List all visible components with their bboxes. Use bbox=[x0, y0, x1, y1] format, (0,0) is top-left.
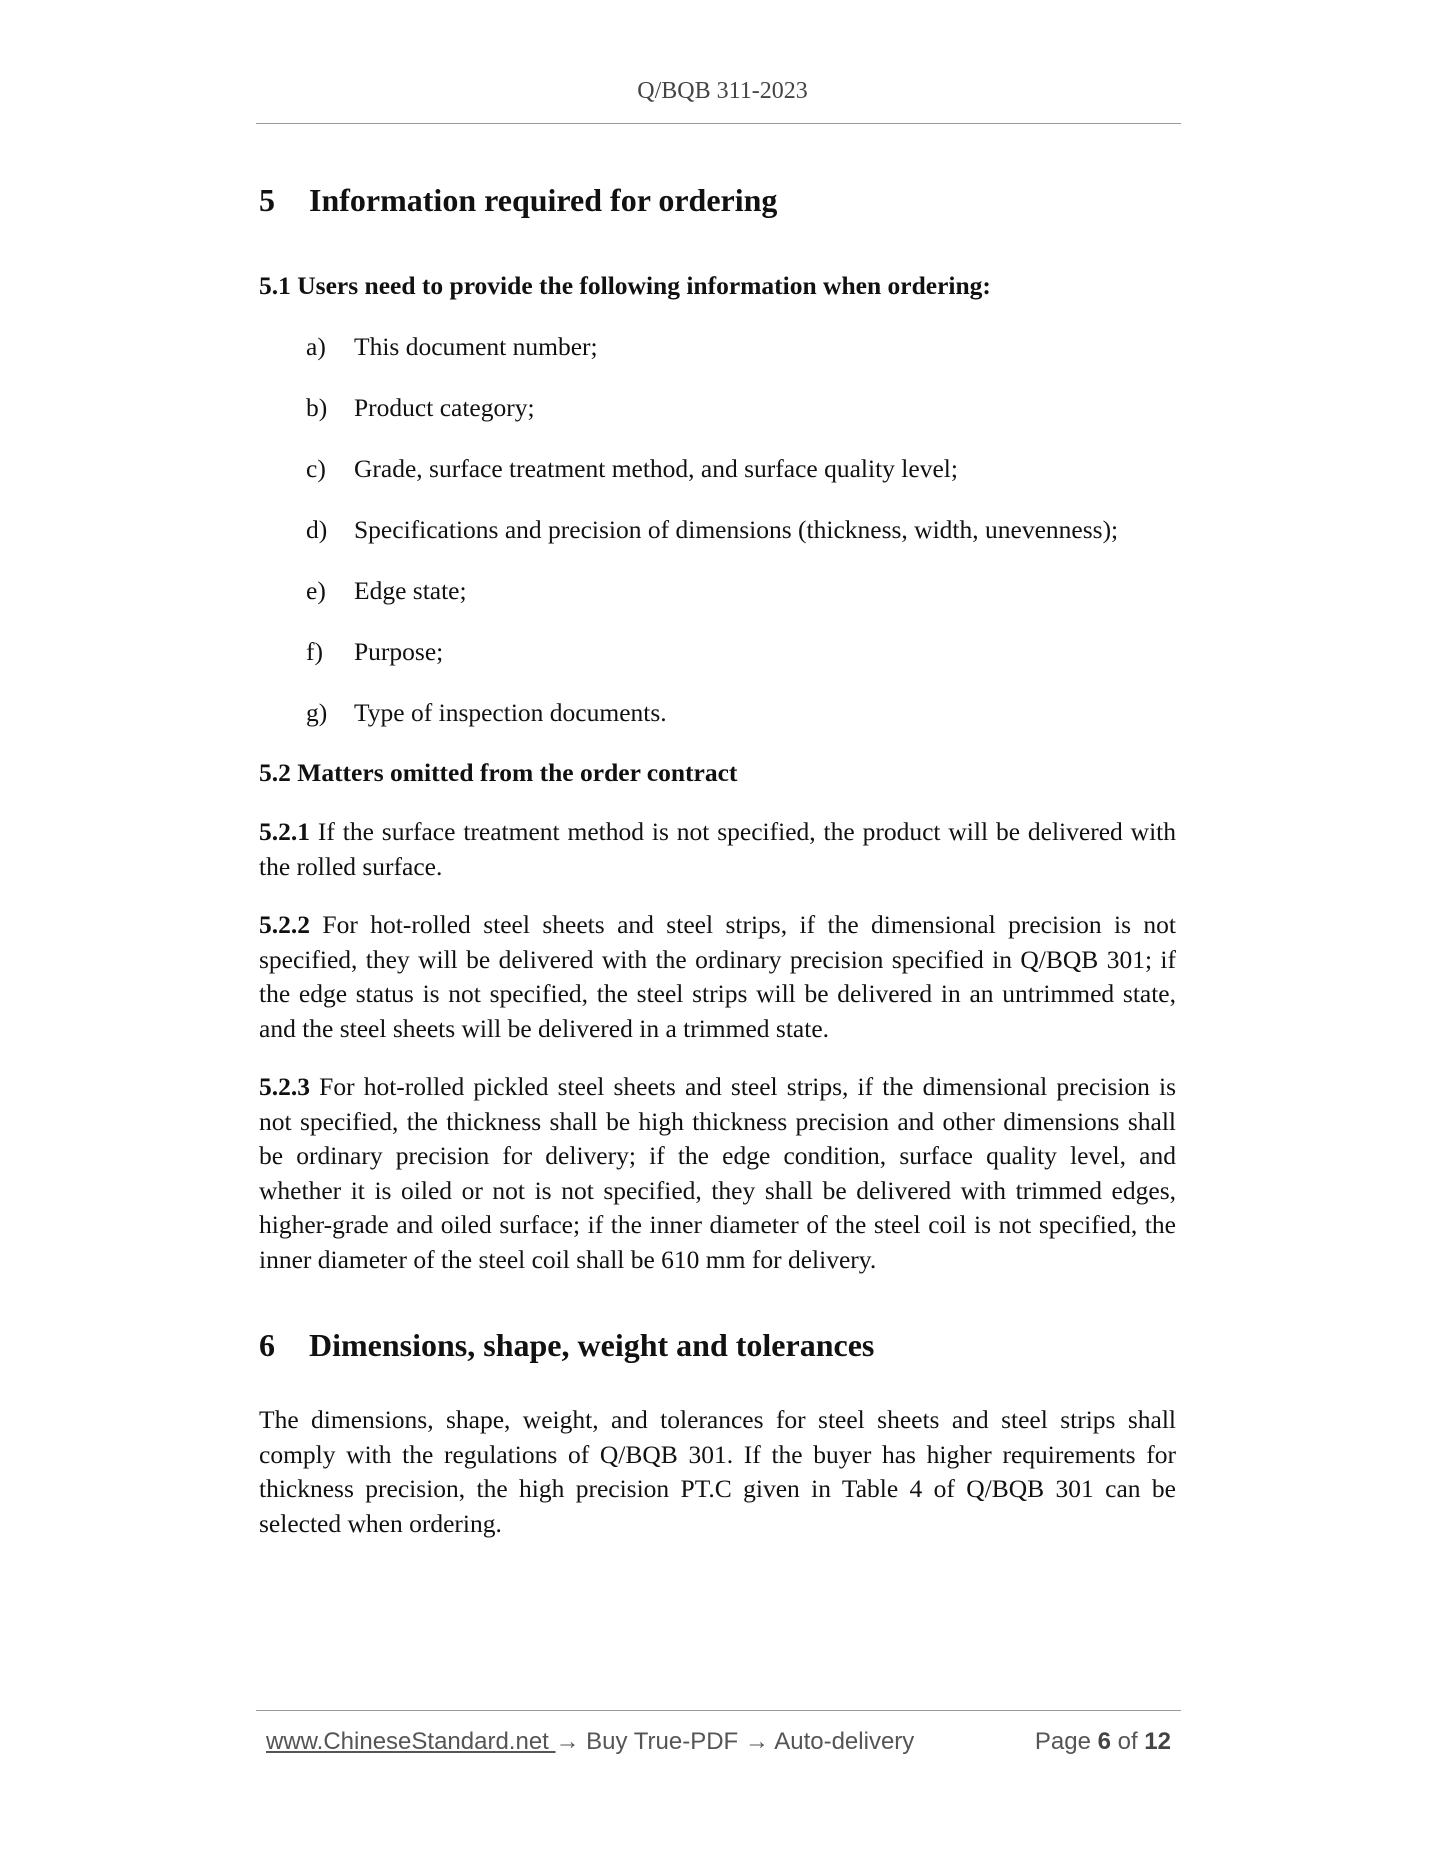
website-link[interactable]: www.ChineseStandard.net bbox=[266, 1728, 556, 1755]
clause-number: 5.2.2 bbox=[259, 910, 310, 939]
page-number: 6 bbox=[1097, 1728, 1111, 1755]
clause-text: For hot-rolled pickled steel sheets and steel strips, if the dimensional precision is not specified, the thickness shall be high thickness precision and other dimensions shall be ordinary precision for delivery; if the edge condition, surface quality level, and whether it is oiled or not is not specified, they shall be delivered with trimmed edges, higher-grade and oiled surface; if the inner diameter of the steel coil is not specified, the inner diameter of the steel coil shall be 610 mm for delivery. bbox=[259, 1072, 1176, 1274]
clause-5-2-1 bbox=[259, 815, 1176, 884]
header-divider bbox=[256, 123, 1181, 124]
page-total: 12 bbox=[1144, 1728, 1171, 1755]
list-marker: a) bbox=[306, 332, 326, 361]
list-item-text: Specifications and precision of dimensions (thickness, width, unevenness); bbox=[354, 515, 1119, 544]
section-number: 6 bbox=[259, 1327, 275, 1363]
list-item-text: Grade, surface treatment method, and surface quality level; bbox=[354, 454, 958, 483]
document-code-header: Q/BQB 311-2023 bbox=[637, 78, 808, 104]
section-title: Information required for ordering bbox=[309, 182, 778, 218]
section-title: Dimensions, shape, weight and tolerances bbox=[309, 1327, 875, 1363]
footer-divider bbox=[256, 1710, 1181, 1711]
list-item bbox=[259, 512, 1176, 548]
section-5-heading bbox=[259, 170, 1176, 230]
list-item-text: Purpose; bbox=[354, 637, 444, 666]
list-item bbox=[259, 634, 1176, 670]
footer-promo bbox=[266, 1728, 914, 1756]
list-item-text: Edge state; bbox=[354, 576, 467, 605]
clause-text: If the surface treatment method is not specified, the product will be delivered with the rolled surface. bbox=[259, 817, 1176, 881]
list-item bbox=[259, 451, 1176, 487]
ordering-info-list bbox=[259, 329, 1176, 731]
list-item-text: Product category; bbox=[354, 393, 535, 422]
list-marker: c) bbox=[306, 454, 326, 483]
list-item bbox=[259, 695, 1176, 731]
clause-5-2-2 bbox=[259, 908, 1176, 1046]
page-indicator bbox=[1035, 1728, 1171, 1756]
subsection-5-1-heading: 5.1 Users need to provide the following information when ordering: bbox=[259, 271, 991, 300]
list-marker: e) bbox=[306, 576, 326, 605]
section-6-heading bbox=[259, 1315, 1176, 1375]
arrow-icon: → bbox=[744, 1728, 769, 1755]
arrow-icon: → bbox=[555, 1728, 580, 1755]
clause-number: 5.2.1 bbox=[259, 817, 310, 846]
list-item-text: Type of inspection documents. bbox=[354, 698, 667, 727]
page-label: Page bbox=[1034, 1728, 1098, 1755]
clause-5-2-3 bbox=[259, 1070, 1176, 1277]
list-marker: d) bbox=[306, 515, 328, 544]
buy-pdf-text: Buy True-PDF bbox=[579, 1728, 745, 1755]
list-item-text: This document number; bbox=[354, 332, 598, 361]
list-item bbox=[259, 390, 1176, 426]
section-6-body: The dimensions, shape, weight, and tolerances for steel sheets and steel strips shall comply with the regulations of Q/BQB 301. If the buyer has higher requirements for thickness precision, the high precision PT.C given in Table 4 of Q/BQB 301 can be selected when ordering. bbox=[259, 1405, 1176, 1538]
page-content bbox=[259, 170, 1176, 1541]
page-footer bbox=[266, 1728, 1171, 1756]
list-marker: g) bbox=[306, 698, 328, 727]
clause-text: For hot-rolled steel sheets and steel strips, if the dimensional precision is not specified, they will be delivered with the ordinary precision specified in Q/BQB 301; if the edge status is not specified, the steel strips will be delivered in an untrimmed state, and the steel sheets will be delivered in a trimmed state. bbox=[259, 910, 1176, 1043]
section-number: 5 bbox=[259, 182, 275, 218]
clause-number: 5.2.3 bbox=[259, 1072, 310, 1101]
list-item bbox=[259, 329, 1176, 365]
of-label: of bbox=[1110, 1728, 1145, 1755]
auto-delivery-text: Auto-delivery bbox=[768, 1728, 915, 1755]
list-marker: b) bbox=[306, 393, 328, 422]
list-item bbox=[259, 573, 1176, 609]
list-marker: f) bbox=[306, 637, 323, 666]
subsection-5-2-heading: 5.2 Matters omitted from the order contract bbox=[259, 758, 738, 787]
